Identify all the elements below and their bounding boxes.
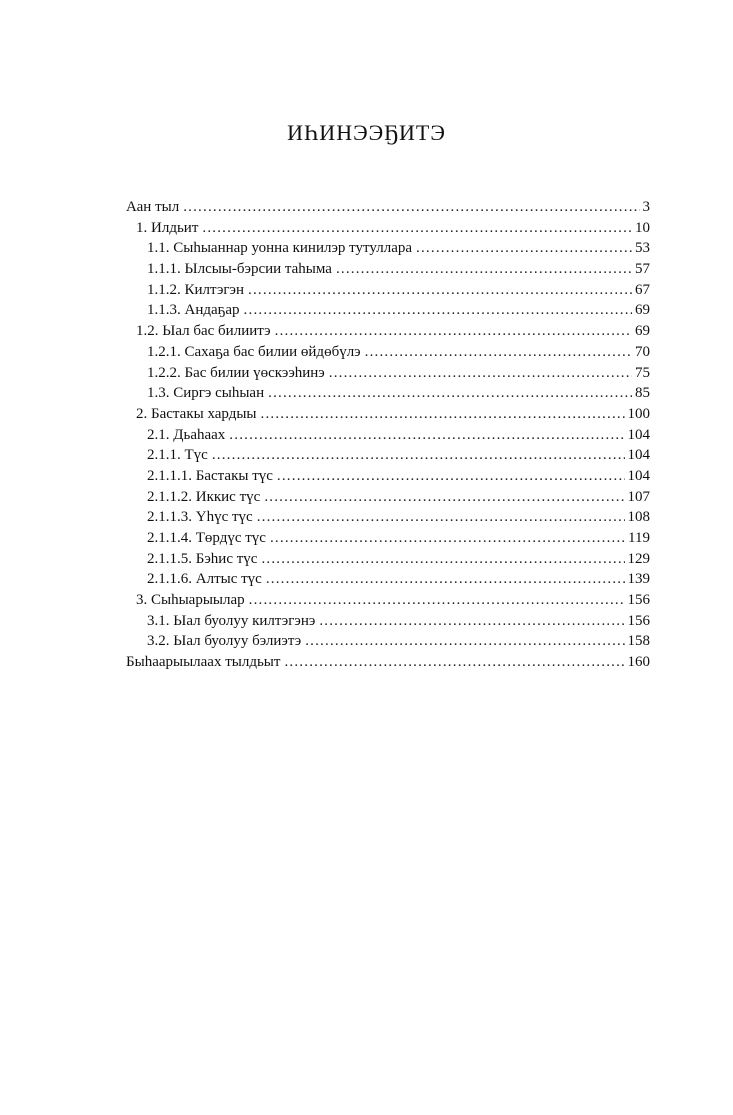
- toc-entry-page: 75: [635, 364, 650, 381]
- toc-leader-dots: [229, 425, 624, 446]
- toc-entry-page: 69: [635, 323, 650, 340]
- toc-entry: [126, 590, 650, 611]
- toc-entry-title: 2.1.1. Түс: [147, 447, 208, 464]
- toc-leader-dots: [270, 528, 625, 549]
- toc-leader-dots: [249, 590, 625, 611]
- toc-entry-title: 1.2. Ыал бас билиитэ: [136, 323, 271, 340]
- toc-leader-dots: [257, 507, 625, 528]
- toc-leader-dots: [248, 280, 632, 301]
- toc-leader-dots: [416, 238, 632, 259]
- toc-entry: [126, 569, 650, 590]
- toc-entry: [126, 197, 650, 218]
- toc-entry-page: 158: [627, 633, 650, 650]
- toc-entry-title: 1.1. Сыһыаннар уонна кинилэр тутуллара: [147, 240, 413, 257]
- toc-entry-title: Быһаарыылаах тылдьыт: [126, 654, 281, 671]
- toc-entry: [126, 342, 650, 363]
- toc-entry-title: 2.1. Дьаһаах: [147, 426, 226, 443]
- toc-leader-dots: [336, 259, 632, 280]
- toc-entry: [126, 280, 650, 301]
- toc-entry: [126, 549, 650, 570]
- toc-entry-title: 3.1. Ыал буолуу килтэгэнэ: [147, 612, 316, 629]
- toc-entry: [126, 363, 650, 384]
- toc-entry-title: 2.1.1.4. Төрдүс түс: [147, 530, 266, 546]
- toc-entry-title: 2.1.1.2. Иккис түс: [147, 488, 261, 505]
- toc-entry-page: 160: [627, 654, 650, 671]
- toc-entry-page: 67: [635, 281, 650, 298]
- toc-entry-title: 1. Илдьит: [136, 219, 199, 236]
- toc-entry: [126, 631, 650, 652]
- toc-leader-dots: [183, 197, 639, 218]
- toc-leader-dots: [305, 631, 624, 652]
- toc-entry: [126, 445, 650, 466]
- toc-entry-page: 104: [627, 447, 650, 464]
- toc-entry-page: 69: [635, 302, 650, 319]
- toc-entry-page: 85: [635, 385, 650, 402]
- toc-entry: [126, 404, 650, 425]
- toc-entry: [126, 611, 650, 632]
- toc-leader-dots: [261, 404, 625, 425]
- toc-entry-page: 104: [627, 467, 650, 484]
- toc-entry: [126, 259, 650, 280]
- toc-entry-title: 1.2.2. Бас билии үөскээһинэ: [147, 364, 325, 381]
- toc-leader-dots: [244, 300, 632, 321]
- toc-leader-dots: [277, 466, 625, 487]
- toc-entry-page: 108: [627, 509, 650, 526]
- toc-entry-page: 119: [628, 530, 650, 546]
- page-title: ИҺИНЭЭҔИТЭ: [287, 120, 446, 145]
- toc-entry-page: 57: [635, 261, 650, 278]
- toc-leader-dots: [275, 321, 632, 342]
- toc-leader-dots: [202, 218, 632, 239]
- toc-entry-page: 3: [642, 199, 650, 215]
- toc-entry: [126, 487, 650, 508]
- toc-leader-dots: [365, 342, 632, 363]
- toc-entry: [126, 652, 650, 673]
- toc-entry-title: 1.1.1. Ылсыы-бэрсии таһыма: [147, 261, 332, 278]
- toc-entry: [126, 425, 650, 446]
- toc-entry-title: 1.2.1. Сахаҕа бас билии өйдөбүлэ: [147, 343, 361, 360]
- toc-entry-title: 2. Бастакы хардыы: [136, 405, 257, 422]
- toc-entry-title: 2.1.1.1. Бастакы түс: [147, 467, 273, 484]
- toc-entry-title: 2.1.1.5. Бэһис түс: [147, 550, 258, 567]
- toc-entry: [126, 218, 650, 239]
- toc-entry-title: 2.1.1.3. Үһүс түс: [147, 509, 253, 526]
- toc-entry: [126, 383, 650, 404]
- toc-entry-title: 3.2. Ыал буолуу бэлиэтэ: [147, 633, 302, 650]
- toc-leader-dots: [329, 363, 632, 384]
- toc-entry-title: 2.1.1.6. Алтыс түс: [147, 571, 262, 588]
- toc-entry: [126, 300, 650, 321]
- toc-entry-page: 104: [627, 426, 650, 443]
- toc-entry-title: Аан тыл: [126, 199, 180, 215]
- toc-leader-dots: [266, 569, 625, 590]
- toc-entry-title: 1.1.2. Килтэгэн: [147, 281, 245, 298]
- toc-entry-page: 156: [627, 612, 650, 629]
- toc-entry-title: 3. Сыһыарыылар: [136, 592, 245, 609]
- toc-entry-title: 1.1.3. Андаҕар: [147, 302, 240, 319]
- toc-entry: [126, 238, 650, 259]
- toc-entry-page: 100: [627, 405, 650, 422]
- toc-entry: [126, 528, 650, 549]
- toc-leader-dots: [212, 445, 625, 466]
- toc-leader-dots: [319, 611, 624, 632]
- table-of-contents: [126, 197, 650, 673]
- toc-entry-title: 1.3. Сиргэ сыһыан: [147, 385, 265, 402]
- toc-entry-page: 53: [635, 240, 650, 257]
- toc-entry-page: 107: [627, 488, 650, 505]
- toc-entry: [126, 466, 650, 487]
- toc-leader-dots: [264, 487, 624, 508]
- toc-entry-page: 139: [627, 571, 650, 588]
- toc-leader-dots: [261, 549, 624, 570]
- toc-entry-page: 129: [627, 550, 650, 567]
- toc-entry-page: 70: [635, 343, 650, 360]
- toc-entry: [126, 507, 650, 528]
- toc-entry-page: 10: [635, 219, 650, 236]
- toc-leader-dots: [284, 652, 624, 673]
- toc-entry: [126, 321, 650, 342]
- toc-entry-page: 156: [627, 592, 650, 609]
- toc-leader-dots: [268, 383, 632, 404]
